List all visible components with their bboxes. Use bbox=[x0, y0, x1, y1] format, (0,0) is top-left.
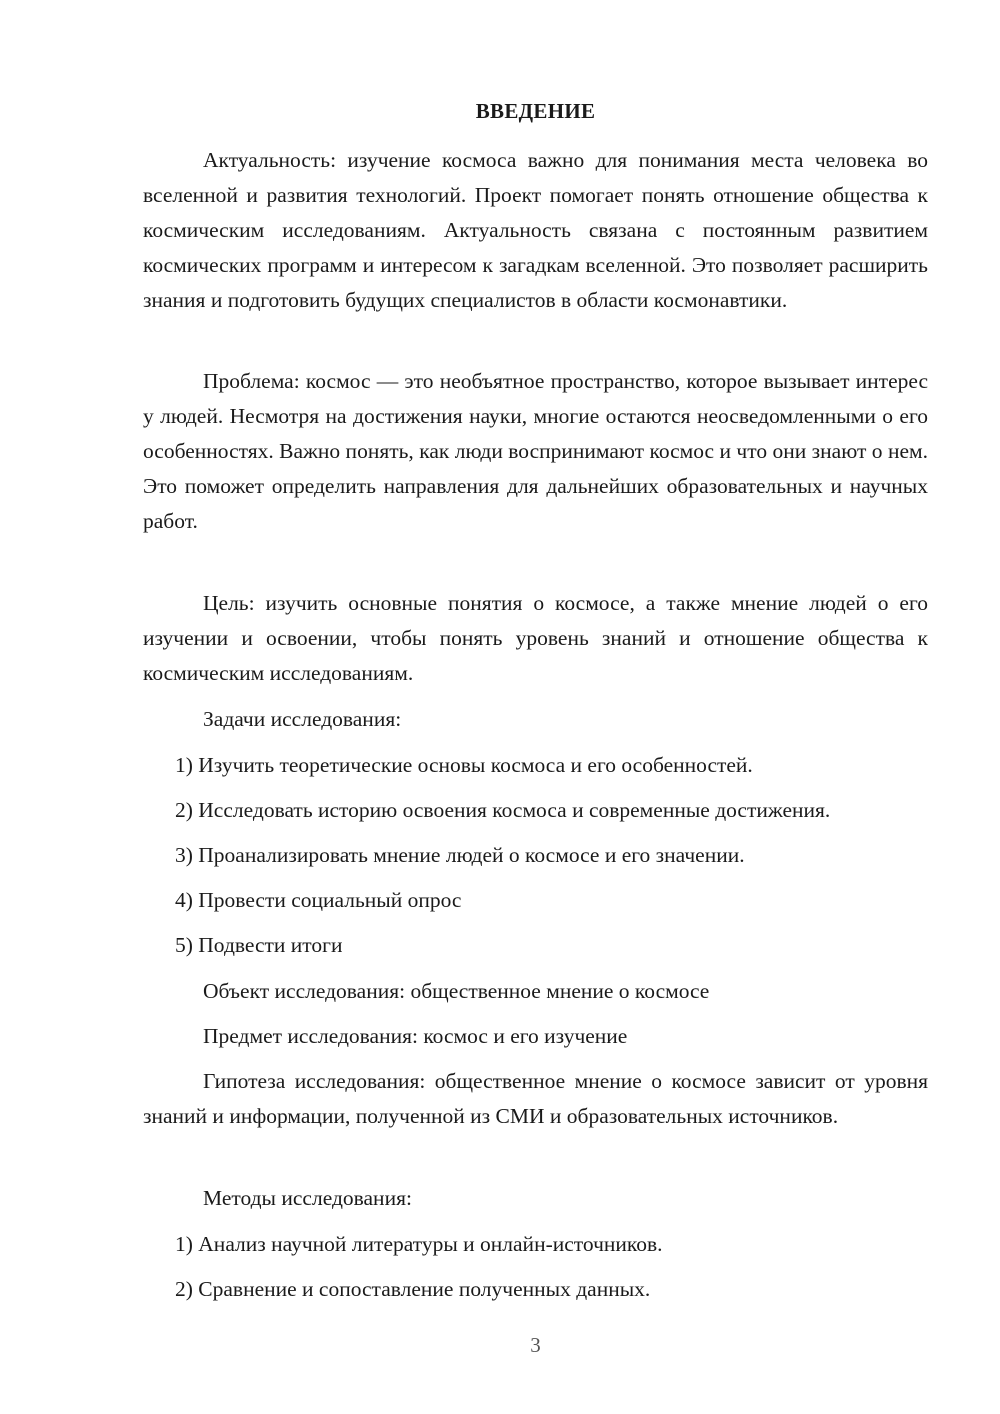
method-item: 2) Сравнение и сопоставление полученных данных. bbox=[175, 1277, 651, 1301]
research-subject: Предмет исследования: космос и его изучение bbox=[203, 1024, 628, 1048]
methods-heading: Методы исследования: bbox=[203, 1186, 412, 1210]
document-page bbox=[143, 0, 928, 1414]
task-item: 3) Проанализировать мнение людей о космосе и его значении. bbox=[175, 843, 745, 867]
research-object: Объект исследования: общественное мнение о космосе bbox=[203, 979, 710, 1003]
task-item: 2) Исследовать историю освоения космоса и современные достижения. bbox=[175, 798, 831, 822]
paragraph-goal: Цель: изучить основные понятия о космосе, а также мнение людей о его изучении и освоении, чтобы понять уровень знаний и отношение общества к космическим исследованиям. bbox=[143, 591, 928, 685]
paragraph-relevance: Актуальность: изучение космоса важно для понимания места человека во вселенной и развития технологий. Проект помогает понять отношение общества к космическим исследованиям. Актуальность связана с постоянным развитием космических программ и интересом к загадкам вселенной. Это позволяет расширить знания и подготовить будущих специалистов в области космонавтики. bbox=[143, 148, 928, 312]
tasks-heading: Задачи исследования: bbox=[203, 707, 402, 731]
section-heading: ВВЕДЕНИЕ bbox=[475, 99, 596, 123]
method-item: 1) Анализ научной литературы и онлайн-источников. bbox=[175, 1232, 663, 1256]
task-item: 5) Подвести итоги bbox=[175, 933, 343, 957]
task-item: 1) Изучить теоретические основы космоса и его особенностей. bbox=[175, 753, 753, 777]
paragraph-hypothesis: Гипотеза исследования: общественное мнение о космосе зависит от уровня знаний и информации, полученной из СМИ и образовательных источников. bbox=[143, 1069, 928, 1128]
page-number: 3 bbox=[530, 1333, 541, 1357]
paragraph-problem: Проблема: космос — это необъятное пространство, которое вызывает интерес у людей. Несмотря на достижения науки, многие остаются неосведомленными о его особенностях. Важно понять, как люди воспринимают космос и что они знают о нем. Это поможет определить направления для дальнейших образовательных и научных работ. bbox=[143, 369, 928, 533]
task-item: 4) Провести социальный опрос bbox=[175, 888, 462, 912]
